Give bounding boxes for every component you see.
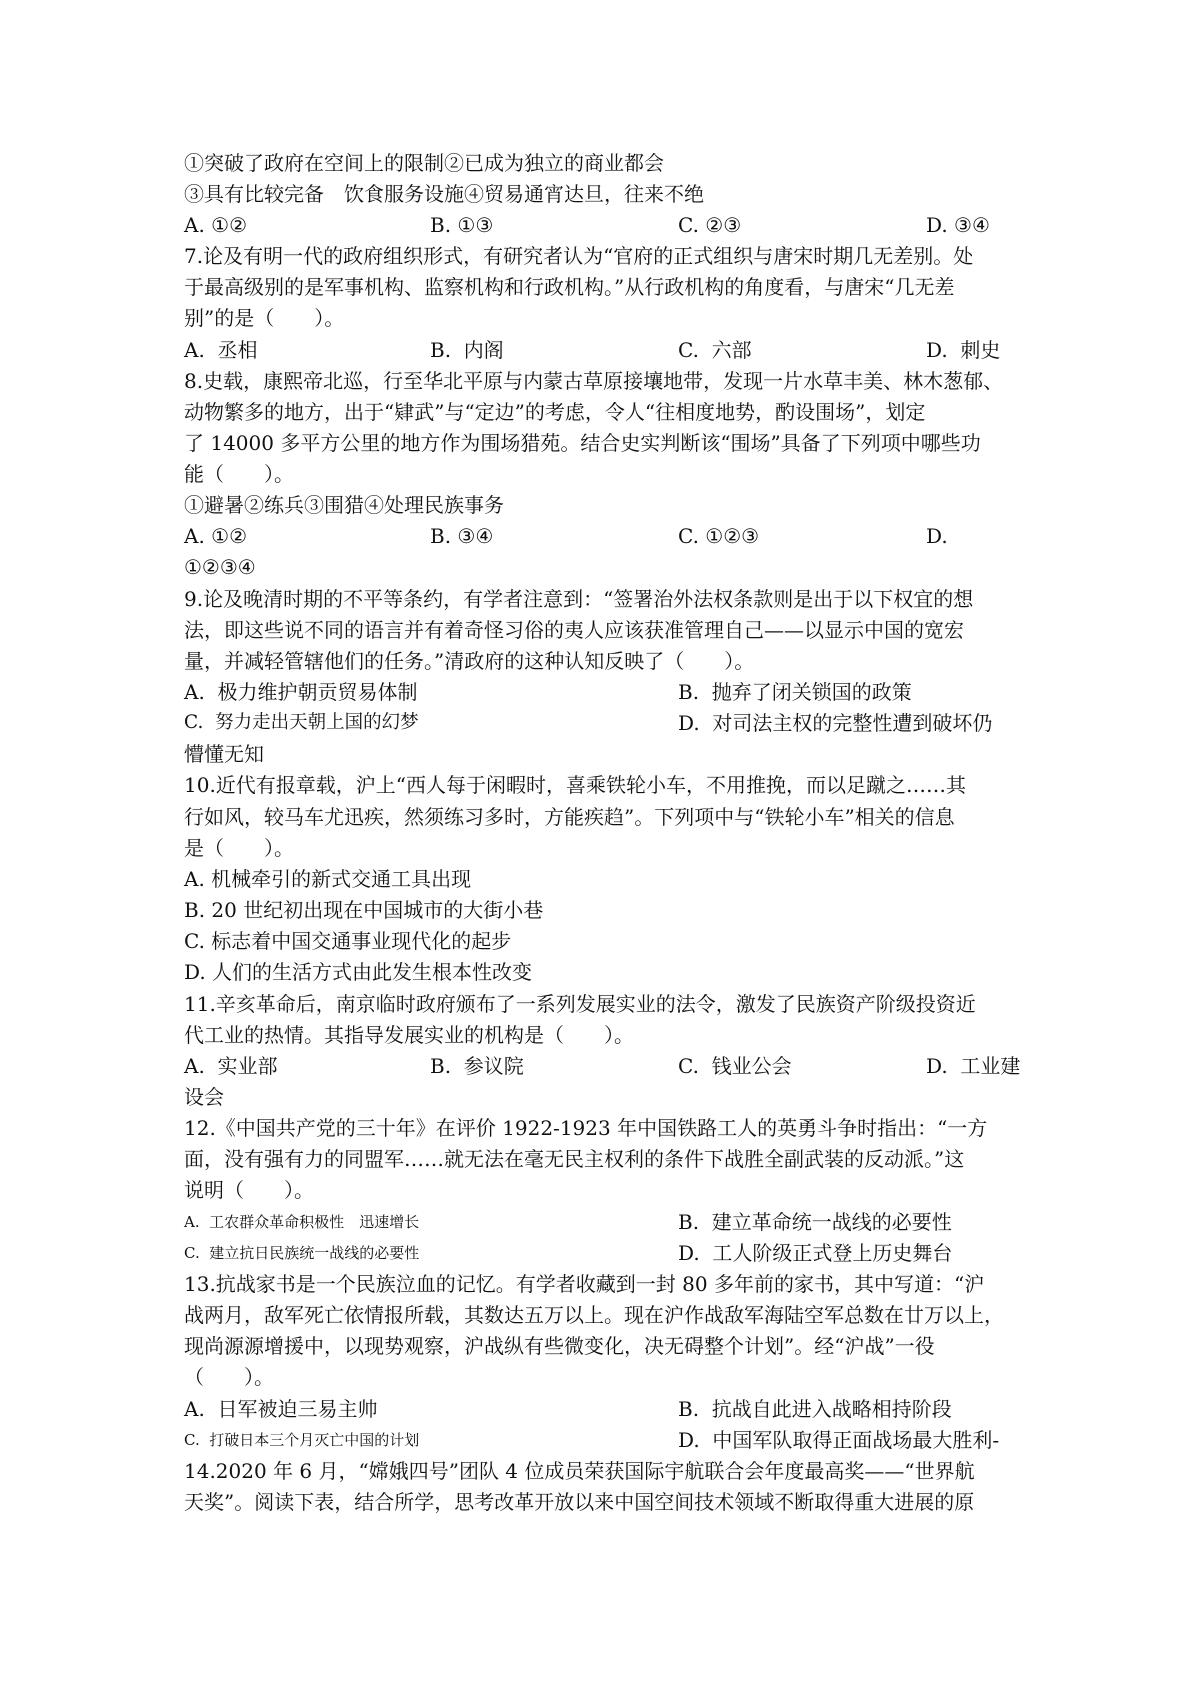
q8-stem-line-3: 了 14000 多平方公里的地方作为围场猎苑。结合史实判断该“围场”具备了下列项中哪些功 [184, 431, 981, 455]
q7-options [184, 337, 1024, 363]
q12-option-b: B. 建立革命统一战线的必要性 [678, 1210, 952, 1234]
q14-stem-line-1: 14.2020 年 6 月，“嫦娥四号”团队 4 位成员荣获国际宇航联合会年度最高奖——“世界航 [184, 1459, 975, 1483]
q7-stem-line-1: 7.论及有明一代的政府组织形式，有研究者认为“官府的正式组织与唐宋时期几无差别。处 [184, 244, 974, 268]
q10-stem-line-2: 行如风，较马车尤迅疾，然须练习多时，方能疾趋”。下列项中与“铁轮小车”相关的信息 [184, 805, 955, 829]
q11-option-d: D. 工业建 [926, 1054, 1021, 1078]
q6-option-c: C. ②③ [678, 213, 742, 237]
q13-options-row-1 [184, 1396, 1024, 1422]
q6-statement-3-4: ③具有比较完备 饮食服务设施④贸易通宵达旦，往来不绝 [184, 182, 704, 206]
q12-stem-line-1: 12.《中国共产党的三十年》在评价 1922-1923 年中国铁路工人的英勇斗争时指出：“一方 [184, 1116, 988, 1140]
q14-stem-line-2: 天奖”。阅读下表，结合所学，思考改革开放以来中国空间技术领域不断取得重大进展的原 [184, 1490, 975, 1514]
q9-option-c: C. 努力走出天朝上国的幻梦 [184, 712, 419, 733]
q8-options [184, 523, 1024, 549]
q12-option-d: D. 工人阶级正式登上历史舞台 [678, 1241, 953, 1265]
q13-option-b: B. 抗战自此进入战略相持阶段 [678, 1397, 952, 1421]
q9-option-d-continued: 懵懂无知 [184, 742, 264, 766]
q13-stem-line-4: （ ）。 [184, 1365, 274, 1389]
q7-stem-line-2: 于最高级别的是军事机构、监察机构和行政机构。”从行政机构的角度看，与唐宋“几无差 [184, 275, 955, 299]
q13-option-a: A. 日军被迫三易主帅 [184, 1397, 378, 1421]
q8-statements: ①避暑②练兵③围猎④处理民族事务 [184, 493, 504, 517]
q13-option-d: D. 中国军队取得正面战场最大胜利- [678, 1428, 1000, 1452]
q6-options [184, 212, 1024, 238]
q6-option-a: A. ①② [184, 213, 248, 237]
q9-options-row-2 [184, 710, 1024, 736]
q13-stem-line-1: 13.抗战家书是一个民族泣血的记忆。有学者收藏到一封 80 多年前的家书，其中写道：“沪 [184, 1272, 985, 1296]
q12-option-a: A. 工农群众革命积极性 迅速增长 [184, 1213, 420, 1231]
q9-option-a: A. 极力维护朝贡贸易体制 [184, 680, 418, 704]
q10-option-d: D. 人们的生活方式由此发生根本性改变 [184, 960, 533, 984]
q9-option-d: D. 对司法主权的完整性遭到破坏仍 [678, 711, 993, 735]
q12-options-row-1 [184, 1209, 1024, 1235]
q9-stem-line-3: 量，并减轻管辖他们的任务。”清政府的这种认知反映了（ ）。 [184, 649, 755, 673]
q11-option-a: A. 实业部 [184, 1054, 278, 1078]
q9-option-b: B. 抛弃了闭关锁国的政策 [678, 680, 912, 704]
q10-option-a: A. 机械牵引的新式交通工具出现 [184, 867, 472, 891]
q6-statement-1-2: ①突破了政府在空间上的限制②已成为独立的商业都会 [184, 151, 664, 175]
q10-stem-line-3: 是（ ）。 [184, 836, 294, 860]
q8-option-b: B. ③④ [430, 524, 494, 548]
q10-stem-line-1: 10.近代有报章载，沪上“西人每于闲暇时，喜乘铁轮小车，不用推挽，而以足蹴之……其 [184, 773, 967, 797]
q13-option-c: C. 打破日本三个月灭亡中国的计划 [184, 1431, 420, 1449]
q7-option-a: A. 丞相 [184, 338, 258, 362]
q7-option-c: C. 六部 [678, 338, 752, 362]
q8-stem-line-2: 动物繁多的地方，出于“肄武”与“定边”的考虑，令人“往相度地势，酌设围场”，划定 [184, 400, 926, 424]
q6-option-b: B. ①③ [430, 213, 494, 237]
q6-option-d: D. ③④ [926, 213, 990, 237]
q10-option-c: C. 标志着中国交通事业现代化的起步 [184, 929, 512, 953]
q11-stem-line-2: 代工业的热情。其指导发展实业的机构是（ ）。 [184, 1023, 634, 1047]
q11-option-b: B. 参议院 [430, 1054, 524, 1078]
q9-stem-line-2: 法，即这些说不同的语言并有着奇怪习俗的夷人应该获准管理自己——以显示中国的宽宏 [184, 618, 964, 642]
q9-options-row-1 [184, 679, 1024, 705]
q8-option-d-text: ①②③④ [184, 555, 256, 579]
q8-option-a: A. ①② [184, 524, 248, 548]
q7-stem-line-3: 别”的是（ ）。 [184, 306, 345, 330]
q13-stem-line-2: 战两月，敌军死亡依情报所载，其数达五万以上。现在沪作战敌军海陆空军总数在廿万以上， [184, 1303, 1004, 1327]
q8-option-c: C. ①②③ [678, 524, 760, 548]
q12-options-row-2 [184, 1240, 1024, 1266]
q8-stem-line-4: 能（ ）。 [184, 462, 294, 486]
q11-stem-line-1: 11.辛亥革命后，南京临时政府颁布了一系列发展实业的法令，激发了民族资产阶级投资近 [184, 992, 976, 1016]
q11-options [184, 1053, 1024, 1079]
q8-stem-line-1: 8.史载，康熙帝北巡，行至华北平原与内蒙古草原接壤地带，发现一片水草丰美、林木葱郁、 [184, 369, 1004, 393]
q12-stem-line-2: 面，没有强有力的同盟军……就无法在毫无民主权利的条件下战胜全副武装的反动派。”这 [184, 1147, 965, 1171]
q11-option-d-continued: 设会 [184, 1085, 224, 1109]
q13-options-row-2 [184, 1427, 1024, 1453]
q11-option-c: C. 钱业公会 [678, 1054, 792, 1078]
q8-option-d-label: D. [926, 524, 948, 548]
q7-option-b: B. 内阁 [430, 338, 504, 362]
q12-option-c: C. 建立抗日民族统一战线的必要性 [184, 1244, 420, 1262]
q10-option-b: B. 20 世纪初出现在中国城市的大街小巷 [184, 898, 544, 922]
q13-stem-line-3: 现尚源源增援中，以现势观察，沪战纵有些微变化，决无碍整个计划”。经“沪战”一役 [184, 1334, 935, 1358]
q7-option-d: D. 刺史 [926, 338, 1001, 362]
q12-stem-line-3: 说明（ ）。 [184, 1178, 314, 1202]
q9-stem-line-1: 9.论及晚清时期的不平等条约，有学者注意到：“签署治外法权条款则是出于以下权宜的想 [184, 587, 974, 611]
